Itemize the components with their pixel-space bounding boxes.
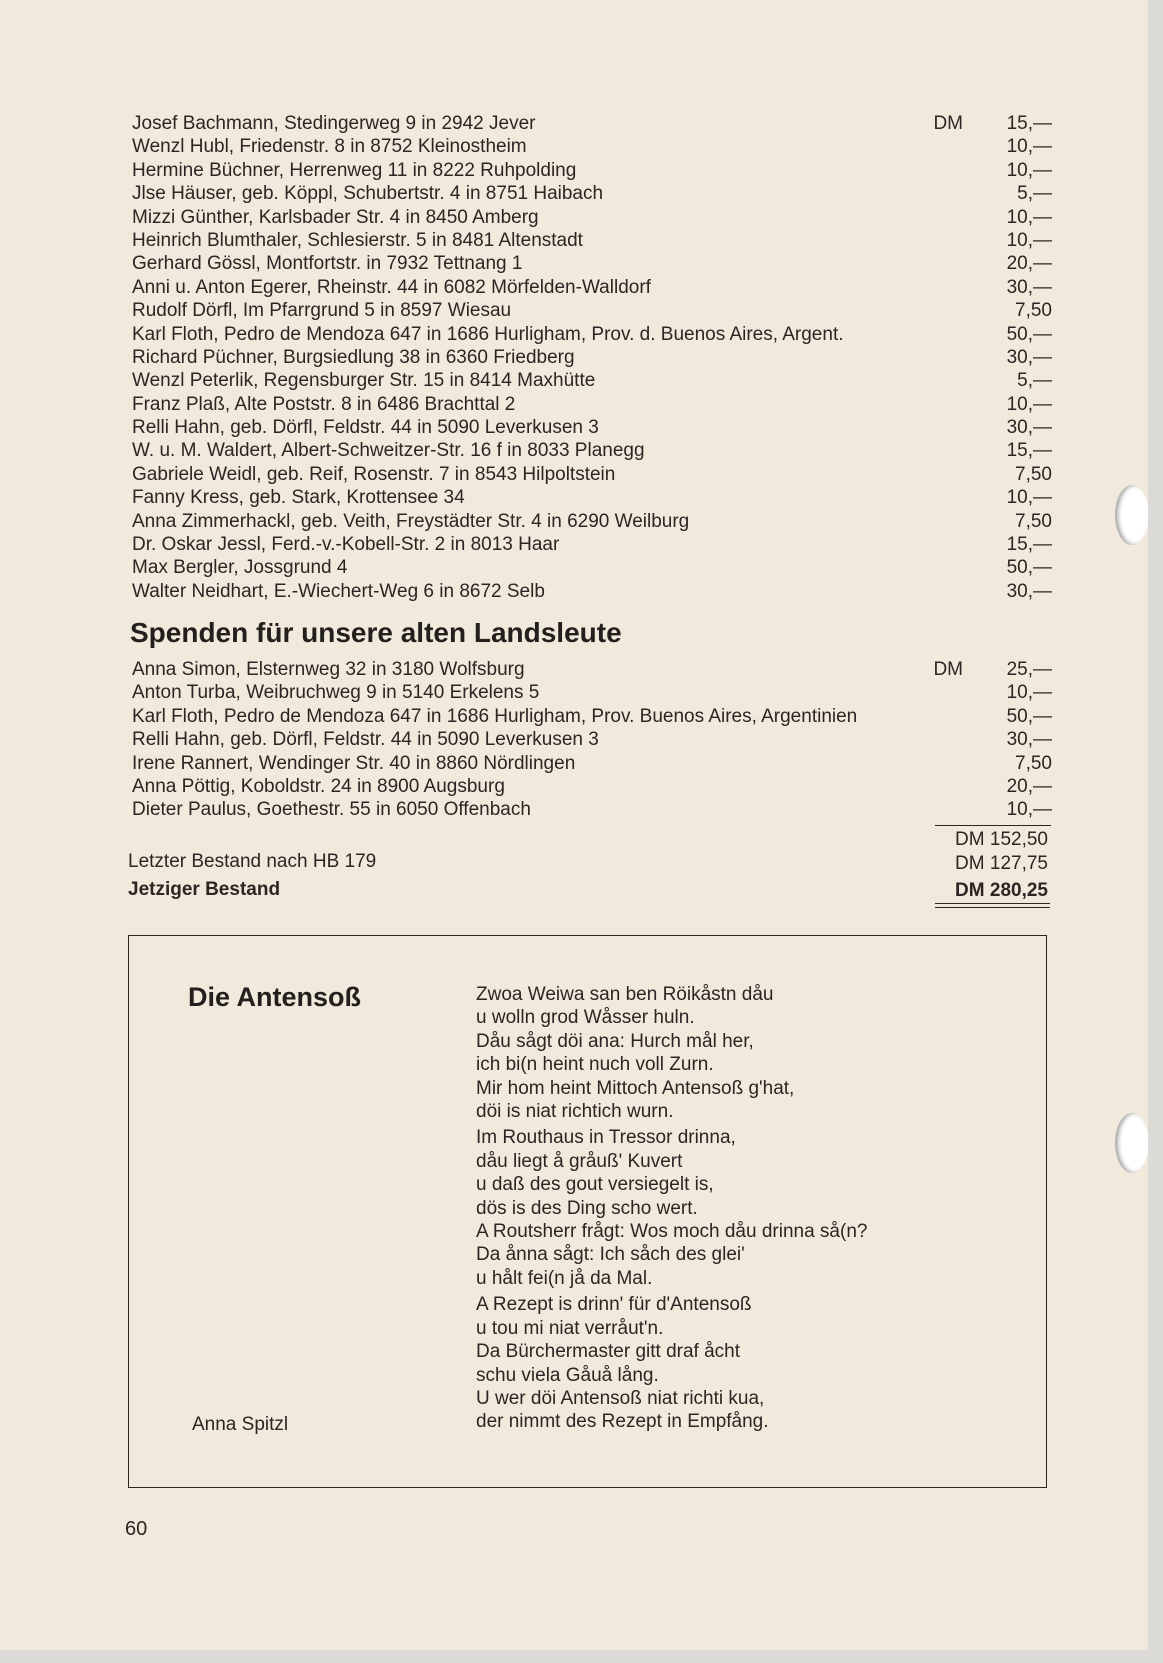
donation-amount: 50,— [1006, 323, 1052, 345]
punch-hole-lower [1115, 1113, 1148, 1173]
donor-name: Gerhard Gössl, Montfortstr. in 7932 Tettnang 1 [132, 253, 523, 275]
donation-amount: 25,— [1006, 659, 1052, 680]
poem-line: u wolln grod Wåsser huln. [476, 1007, 695, 1029]
donor-name: Josef Bachmann, Stedingerweg 9 in 2942 Jever [132, 113, 536, 134]
donor-name: Karl Floth, Pedro de Mendoza 647 in 1686 Hurligham, Prov. d. Buenos Aires, Argent. [132, 323, 844, 345]
donor-name: Hermine Büchner, Herrenweg 11 in 8222 Ruhpolding [132, 159, 577, 181]
poem-line: Zwoa Weiwa san ben Röikåstn dåu [476, 984, 774, 1005]
donation-row [132, 416, 1052, 439]
donation-row [132, 112, 1052, 135]
currency-label: DM [933, 113, 963, 134]
donor-name: Relli Hahn, geb. Dörfl, Feldstr. 44 in 5090 Leverkusen 3 [132, 729, 599, 751]
donor-name: Anni u. Anton Egerer, Rheinstr. 44 in 6082 Mörfelden-Walldorf [132, 276, 651, 298]
donor-name: Anton Turba, Weibruchweg 9 in 5140 Erkelens 5 [132, 682, 540, 704]
donation-row [132, 510, 1052, 533]
poem-line: u hålt fei(n jå da Mal. [476, 1267, 653, 1289]
donation-row [132, 463, 1052, 486]
donor-name: Karl Floth, Pedro de Mendoza 647 in 1686 Hurligham, Prov. Buenos Aires, Argentinien [132, 705, 858, 727]
donation-amount: 30,— [1006, 346, 1052, 368]
subtotal-rule [935, 825, 1051, 826]
poem-stanza [476, 1293, 867, 1433]
donor-name: Franz Plaß, Alte Poststr. 8 in 6486 Brachttal 2 [132, 393, 516, 415]
donation-amount: 20,— [1006, 775, 1052, 797]
poem-line: der nimmt des Rezept in Empfång. [476, 1411, 769, 1433]
donation-row [132, 439, 1052, 462]
donation-amount: 5,— [1017, 183, 1052, 205]
donation-row [132, 533, 1052, 556]
donation-amount: 10,— [1006, 799, 1052, 821]
donation-row [132, 798, 1052, 821]
donation-amount: 50,— [1006, 705, 1052, 727]
punch-hole-upper [1115, 485, 1148, 545]
donation-row [132, 728, 1052, 751]
donor-name: Dieter Paulus, Goethestr. 55 in 6050 Offenbach [132, 799, 531, 821]
poem-line: Da ånna sågt: Ich såch des glei' [476, 1244, 745, 1266]
donor-name: Anna Simon, Elsternweg 32 in 3180 Wolfsburg [132, 659, 525, 680]
previous-balance-amount: DM 127,75 [955, 853, 1048, 874]
donation-amount: 10,— [1006, 136, 1052, 158]
donation-amount: 10,— [1006, 159, 1052, 181]
donor-name: Dr. Oskar Jessl, Ferd.-v.-Kobell-Str. 2 in 8013 Haar [132, 534, 560, 556]
donation-row [132, 135, 1052, 158]
donation-row [132, 346, 1052, 369]
donation-row [132, 159, 1052, 182]
poem-line: Da Bürchermaster gitt draf åcht [476, 1341, 740, 1363]
donor-name: Walter Neidhart, E.-Wiechert-Weg 6 in 8672 Selb [132, 580, 545, 602]
donation-row [132, 556, 1052, 579]
donor-name: Wenzl Hubl, Friedenstr. 8 in 8752 Kleinostheim [132, 136, 527, 158]
current-balance-amount: DM 280,25 [955, 880, 1048, 901]
poem-line: Mir hom heint Mittoch Antensoß g'hat, [476, 1077, 795, 1099]
poem-stanza [476, 1126, 867, 1290]
donation-amount: 30,— [1006, 417, 1052, 439]
donation-amount: 7,50 [1015, 463, 1052, 485]
donation-row [132, 323, 1052, 346]
donor-name: Anna Zimmerhackl, geb. Veith, Freystädter Str. 4 in 6290 Weilburg [132, 510, 690, 532]
donation-amount: 30,— [1006, 276, 1052, 298]
donor-name: Anna Pöttig, Koboldstr. 24 in 8900 Augsburg [132, 775, 505, 797]
donation-row [132, 393, 1052, 416]
poem-line: Dåu sågt döi ana: Hurch mål her, [476, 1030, 754, 1052]
donation-amount: 30,— [1006, 729, 1052, 751]
donation-amount: 10,— [1006, 206, 1052, 228]
section-heading: Spenden für unsere alten Landsleute [130, 617, 622, 648]
donation-amount: 30,— [1006, 580, 1052, 602]
donation-row [132, 276, 1052, 299]
donation-row [132, 229, 1052, 252]
poem-stanza [476, 983, 867, 1123]
donation-row [132, 486, 1052, 509]
donation-amount: 20,— [1006, 253, 1052, 275]
donation-amount: 10,— [1006, 487, 1052, 509]
donor-name: W. u. M. Waldert, Albert-Schweitzer-Str. 16 f in 8033 Planegg [132, 440, 645, 462]
donor-name: Richard Püchner, Burgsiedlung 38 in 6360 Friedberg [132, 346, 575, 368]
donation-row [132, 580, 1052, 603]
poem-line: döi is niat richtich wurn. [476, 1101, 674, 1123]
poem-text [476, 983, 867, 1437]
donation-amount: 10,— [1006, 393, 1052, 415]
donation-row [132, 705, 1052, 728]
donation-amount: 50,— [1006, 557, 1052, 579]
poem-line: A Routsherr frågt: Wos moch dåu drinna så(n? [476, 1221, 868, 1243]
donor-name: Mizzi Günther, Karlsbader Str. 4 in 8450 Amberg [132, 206, 539, 228]
donor-name: Max Bergler, Jossgrund 4 [132, 557, 348, 579]
donation-row [132, 299, 1052, 322]
donation-row [132, 681, 1052, 704]
previous-balance-label: Letzter Bestand nach HB 179 [128, 851, 377, 872]
donor-name: Jlse Häuser, geb. Köppl, Schubertstr. 4 in 8751 Haibach [132, 183, 604, 205]
donor-name: Heinrich Blumthaler, Schlesierstr. 5 in 8481 Altenstadt [132, 229, 583, 251]
poem-line: dåu liegt å gråuß' Kuvert [476, 1150, 683, 1172]
donor-name: Fanny Kress, geb. Stark, Krottensee 34 [132, 487, 465, 509]
donation-row [132, 775, 1052, 798]
poem-line: Im Routhaus in Tressor drinna, [476, 1127, 736, 1149]
donation-amount: 7,50 [1015, 752, 1052, 774]
poem-title: Die Antensoß [188, 982, 362, 1012]
donation-amount: 7,50 [1015, 300, 1052, 322]
donor-name: Relli Hahn, geb. Dörfl, Feldstr. 44 in 5090 Leverkusen 3 [132, 417, 599, 439]
donation-row [132, 206, 1052, 229]
poem-line: ich bi(n heint nuch voll Zurn. [476, 1054, 714, 1076]
donation-amount: 15,— [1006, 113, 1052, 134]
poem-line: u tou mi niat verråut'n. [476, 1317, 664, 1339]
donation-row [132, 752, 1052, 775]
poem-line: schu viela Gåuå lång. [476, 1364, 659, 1386]
donor-name: Irene Rannert, Wendinger Str. 40 in 8860 Nördlingen [132, 752, 576, 774]
current-balance-underline-1 [935, 903, 1050, 904]
donation-amount: 10,— [1006, 682, 1052, 704]
donation-row [132, 658, 1052, 681]
poem-line: U wer döi Antensoß niat richti kua, [476, 1387, 765, 1409]
currency-label: DM [933, 659, 963, 680]
page-number: 60 [125, 1518, 148, 1540]
donation-amount: 7,50 [1015, 510, 1052, 532]
donation-row [132, 252, 1052, 275]
donation-list-landsleute [132, 658, 1052, 822]
current-balance-label: Jetziger Bestand [128, 879, 281, 900]
donation-row [132, 182, 1052, 205]
poem-line: dös is des Ding scho wert. [476, 1197, 698, 1219]
donation-row [132, 369, 1052, 392]
current-balance-underline-2 [935, 907, 1050, 908]
donor-name: Rudolf Dörfl, Im Pfarrgrund 5 in 8597 Wiesau [132, 300, 512, 322]
donation-list-main [132, 112, 1052, 603]
donation-amount: 10,— [1006, 229, 1052, 251]
donation-amount: 5,— [1017, 370, 1052, 392]
poem-author: Anna Spitzl [192, 1414, 289, 1435]
donor-name: Wenzl Peterlik, Regensburger Str. 15 in 8414 Maxhütte [132, 370, 596, 392]
poem-line: A Rezept is drinn' für d'Antensoß [476, 1294, 752, 1316]
donor-name: Gabriele Weidl, geb. Reif, Rosenstr. 7 in 8543 Hilpoltstein [132, 463, 616, 485]
donation-amount: 15,— [1006, 534, 1052, 556]
donation-amount: 15,— [1006, 440, 1052, 462]
poem-line: u daß des gout versiegelt is, [476, 1174, 714, 1196]
subtotal-amount: DM 152,50 [955, 829, 1048, 850]
